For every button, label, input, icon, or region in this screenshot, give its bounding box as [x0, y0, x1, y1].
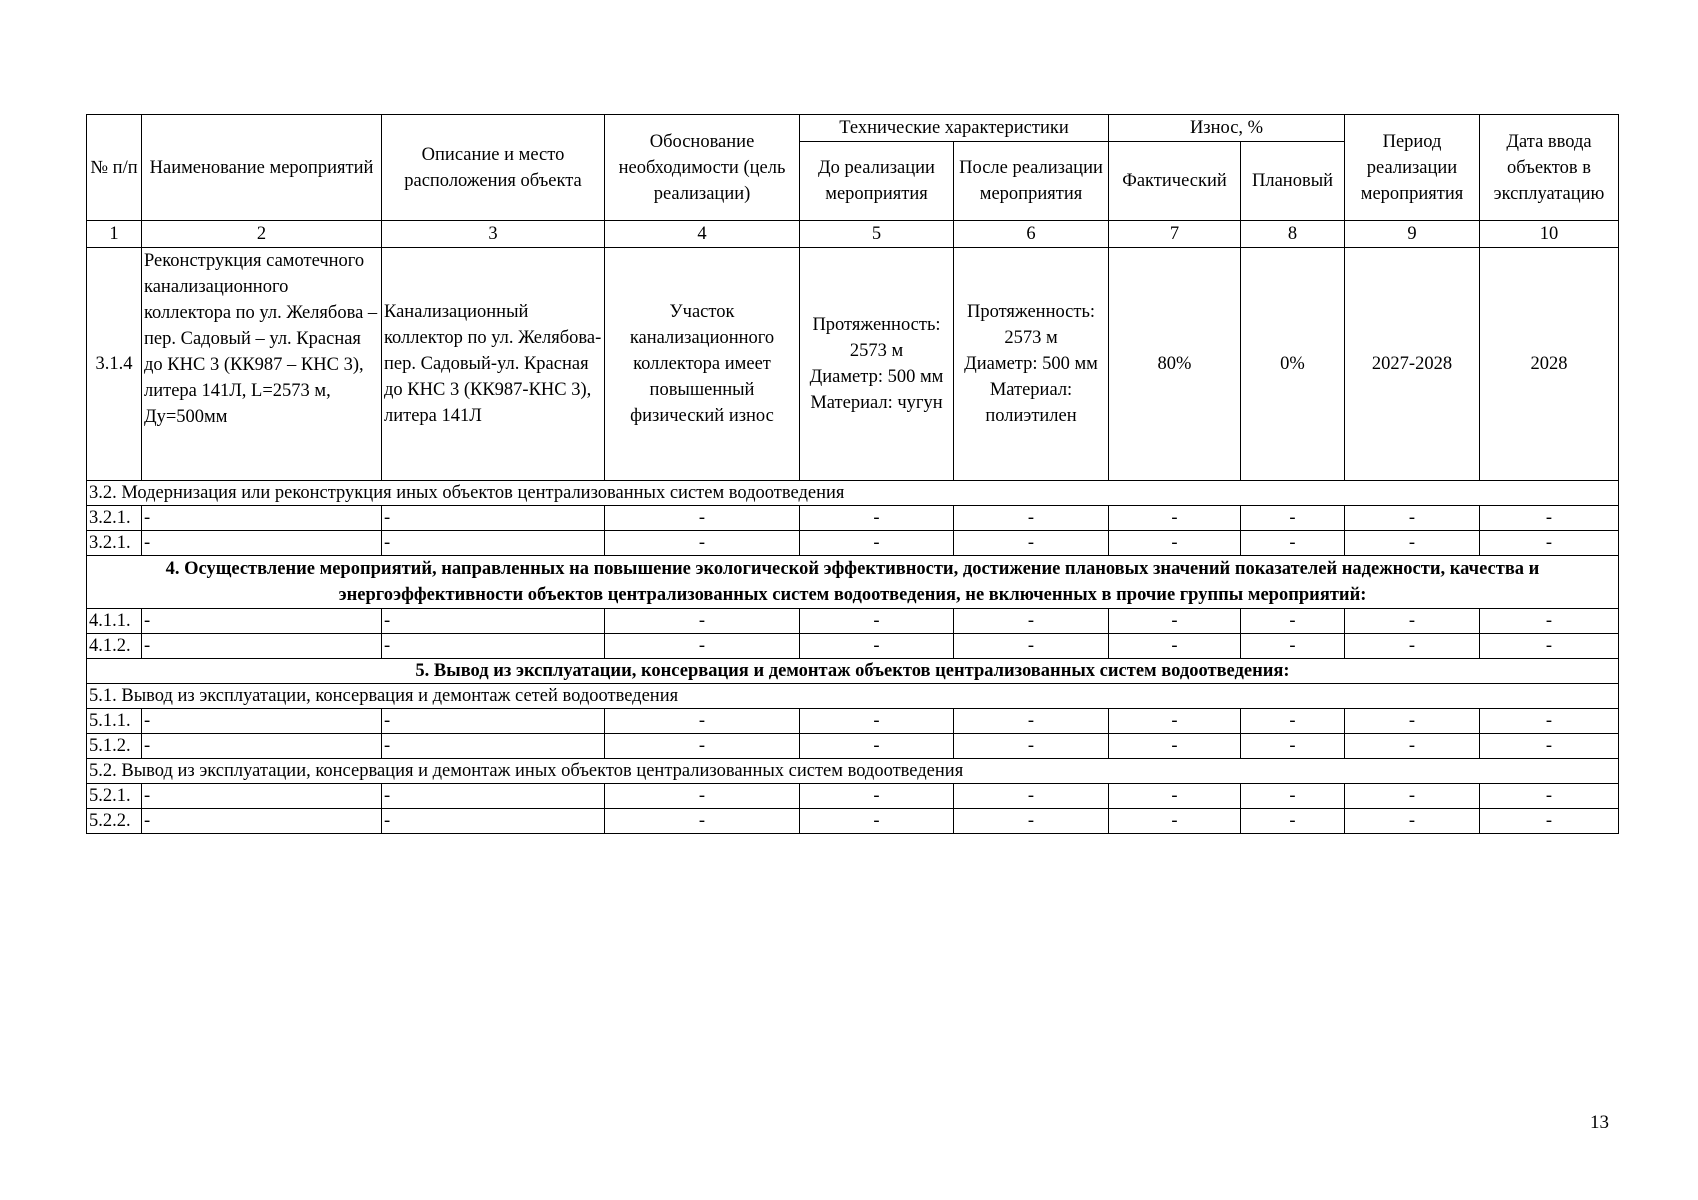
column-numbers-row: [87, 221, 1619, 248]
after-diameter: Диаметр: 500 мм: [964, 354, 1098, 374]
dash-cell: -: [1241, 609, 1345, 634]
dash-cell: -: [142, 784, 382, 809]
dash-cell: -: [1345, 634, 1480, 659]
dash-cell: -: [382, 784, 605, 809]
table-row: [87, 609, 1619, 634]
dash-cell: -: [1109, 809, 1241, 834]
table-row: [87, 809, 1619, 834]
table-row: [87, 734, 1619, 759]
dash-cell: -: [605, 809, 800, 834]
dash-cell: -: [1345, 784, 1480, 809]
dash-cell: -: [800, 809, 954, 834]
dash-cell: -: [1109, 734, 1241, 759]
dash-cell: -: [382, 506, 605, 531]
after-material: Материал: полиэтилен: [985, 380, 1077, 426]
dash-cell: -: [954, 506, 1109, 531]
header-name: Наименование мероприятий: [142, 115, 382, 221]
row-num: 3.2.1.: [87, 506, 142, 531]
dash-cell: -: [142, 809, 382, 834]
before-length: Протяженность: 2573 м: [812, 315, 941, 361]
dash-cell: -: [1109, 506, 1241, 531]
measures-table: [86, 114, 1619, 834]
col-number: 4: [605, 221, 800, 248]
header-period: Период реализации мероприятия: [1345, 115, 1480, 221]
dash-cell: -: [954, 784, 1109, 809]
row-tech-before: [800, 248, 954, 481]
row-num: 4.1.2.: [87, 634, 142, 659]
dash-cell: -: [1109, 784, 1241, 809]
dash-cell: -: [1109, 709, 1241, 734]
dash-cell: -: [1480, 531, 1619, 556]
after-length: Протяженность: 2573 м: [966, 302, 1096, 348]
dash-cell: -: [605, 784, 800, 809]
col-number: 2: [142, 221, 382, 248]
header-justification: Обоснование необходимости (цель реализации): [605, 115, 800, 221]
table-row: [87, 784, 1619, 809]
header-num: № п/п: [87, 115, 142, 221]
section-row-5-2: [87, 759, 1619, 784]
dash-cell: -: [142, 506, 382, 531]
dash-cell: -: [1241, 506, 1345, 531]
row-num: 5.2.1.: [87, 784, 142, 809]
dash-cell: -: [1241, 709, 1345, 734]
row-num: 5.1.1.: [87, 709, 142, 734]
dash-cell: -: [1345, 506, 1480, 531]
dash-cell: -: [954, 809, 1109, 834]
dash-cell: -: [382, 634, 605, 659]
dash-cell: -: [605, 634, 800, 659]
dash-cell: -: [1480, 609, 1619, 634]
dash-cell: -: [605, 734, 800, 759]
row-tech-after: [954, 248, 1109, 481]
row-name: Реконструкция самотечного канализационного коллектора по ул. Желябова – пер. Садовый – ул. Красная до КНС 3 (КК987 – КНС 3), литера 141Л, L=2573 м, Ду=500мм: [142, 248, 382, 481]
section-row-3-2: [87, 481, 1619, 506]
page-number: 13: [1590, 1112, 1609, 1133]
dash-cell: -: [1480, 709, 1619, 734]
dash-cell: -: [954, 734, 1109, 759]
dash-cell: -: [800, 531, 954, 556]
dash-cell: -: [954, 634, 1109, 659]
dash-cell: -: [142, 609, 382, 634]
dash-cell: -: [1480, 809, 1619, 834]
dash-cell: -: [382, 709, 605, 734]
dash-cell: -: [1480, 734, 1619, 759]
dash-cell: -: [142, 634, 382, 659]
header-wear: Износ, %: [1109, 115, 1345, 142]
dash-cell: -: [954, 609, 1109, 634]
dash-cell: -: [1241, 634, 1345, 659]
row-wear-planned: 0%: [1241, 248, 1345, 481]
col-number: 1: [87, 221, 142, 248]
before-diameter: Диаметр: 500 мм: [809, 367, 944, 387]
row-num: 5.1.2.: [87, 734, 142, 759]
section-5-title: 5. Вывод из эксплуатации, консервация и демонтаж объектов централизованных систем водоотведения:: [87, 659, 1619, 684]
dash-cell: -: [1345, 609, 1480, 634]
dash-cell: -: [382, 609, 605, 634]
col-number: 9: [1345, 221, 1480, 248]
header-wear-planned: Плановый: [1241, 142, 1345, 221]
dash-cell: -: [800, 634, 954, 659]
section-row-4: [87, 556, 1619, 609]
dash-cell: -: [605, 609, 800, 634]
dash-cell: -: [1241, 734, 1345, 759]
before-material: Материал: чугун: [810, 393, 943, 413]
col-number: 10: [1480, 221, 1619, 248]
section-3-2-title: 3.2. Модернизация или реконструкция иных объектов централизованных систем водоотведения: [87, 481, 1619, 506]
table-row: [87, 531, 1619, 556]
section-5-2-title: 5.2. Вывод из эксплуатации, консервация и демонтаж иных объектов централизованных систем водоотведения: [87, 759, 1619, 784]
dash-cell: -: [1345, 531, 1480, 556]
section-5-1-title: 5.1. Вывод из эксплуатации, консервация и демонтаж сетей водоотведения: [87, 684, 1619, 709]
table-row: [87, 634, 1619, 659]
dash-cell: -: [800, 784, 954, 809]
row-period: 2027-2028: [1345, 248, 1480, 481]
table-row: [87, 709, 1619, 734]
header-row-1: [87, 115, 1619, 142]
dash-cell: -: [954, 709, 1109, 734]
dash-cell: -: [1480, 634, 1619, 659]
dash-cell: -: [382, 809, 605, 834]
col-number: 6: [954, 221, 1109, 248]
dash-cell: -: [1345, 709, 1480, 734]
dash-cell: -: [1480, 506, 1619, 531]
dash-cell: -: [382, 734, 605, 759]
dash-cell: -: [800, 506, 954, 531]
dash-cell: -: [954, 531, 1109, 556]
section-4-title: 4. Осуществление мероприятий, направленных на повышение экологической эффективности, достижение плановых значений показателей надежности, качества и энергоэффективности объектов централизованных систем водоотведения, не включенных в прочие группы мероприятий:: [87, 556, 1619, 609]
header-date: Дата ввода объектов в эксплуатацию: [1480, 115, 1619, 221]
row-num: 3.2.1.: [87, 531, 142, 556]
section-row-5-1: [87, 684, 1619, 709]
dash-cell: -: [605, 531, 800, 556]
dash-cell: -: [605, 506, 800, 531]
dash-cell: -: [1345, 809, 1480, 834]
row-num: 3.1.4: [87, 248, 142, 481]
dash-cell: -: [142, 734, 382, 759]
header-tech-before: До реализации мероприятия: [800, 142, 954, 221]
col-number: 7: [1109, 221, 1241, 248]
header-tech-after: После реализации мероприятия: [954, 142, 1109, 221]
row-num: 5.2.2.: [87, 809, 142, 834]
col-number: 5: [800, 221, 954, 248]
dash-cell: -: [605, 709, 800, 734]
dash-cell: -: [800, 609, 954, 634]
dash-cell: -: [1241, 809, 1345, 834]
dash-cell: -: [800, 734, 954, 759]
header-tech: Технические характеристики: [800, 115, 1109, 142]
dash-cell: -: [382, 531, 605, 556]
dash-cell: -: [1241, 784, 1345, 809]
row-date: 2028: [1480, 248, 1619, 481]
section-row-5: [87, 659, 1619, 684]
dash-cell: -: [1345, 734, 1480, 759]
col-number: 3: [382, 221, 605, 248]
table-row-3-1-4: [87, 248, 1619, 481]
header-wear-actual: Фактический: [1109, 142, 1241, 221]
dash-cell: -: [1109, 609, 1241, 634]
row-num: 4.1.1.: [87, 609, 142, 634]
dash-cell: -: [1109, 531, 1241, 556]
table-row: [87, 506, 1619, 531]
col-number: 8: [1241, 221, 1345, 248]
dash-cell: -: [800, 709, 954, 734]
dash-cell: -: [1241, 531, 1345, 556]
row-wear-actual: 80%: [1109, 248, 1241, 481]
header-description: Описание и место расположения объекта: [382, 115, 605, 221]
dash-cell: -: [1109, 634, 1241, 659]
row-justification: Участок канализационного коллектора имеет повышенный физический износ: [605, 248, 800, 481]
dash-cell: -: [142, 531, 382, 556]
dash-cell: -: [1480, 784, 1619, 809]
dash-cell: -: [142, 709, 382, 734]
row-description: Канализационный коллектор по ул. Желябова-пер. Садовый-ул. Красная до КНС 3 (КК987-КНС 3), литера 141Л: [382, 248, 605, 481]
